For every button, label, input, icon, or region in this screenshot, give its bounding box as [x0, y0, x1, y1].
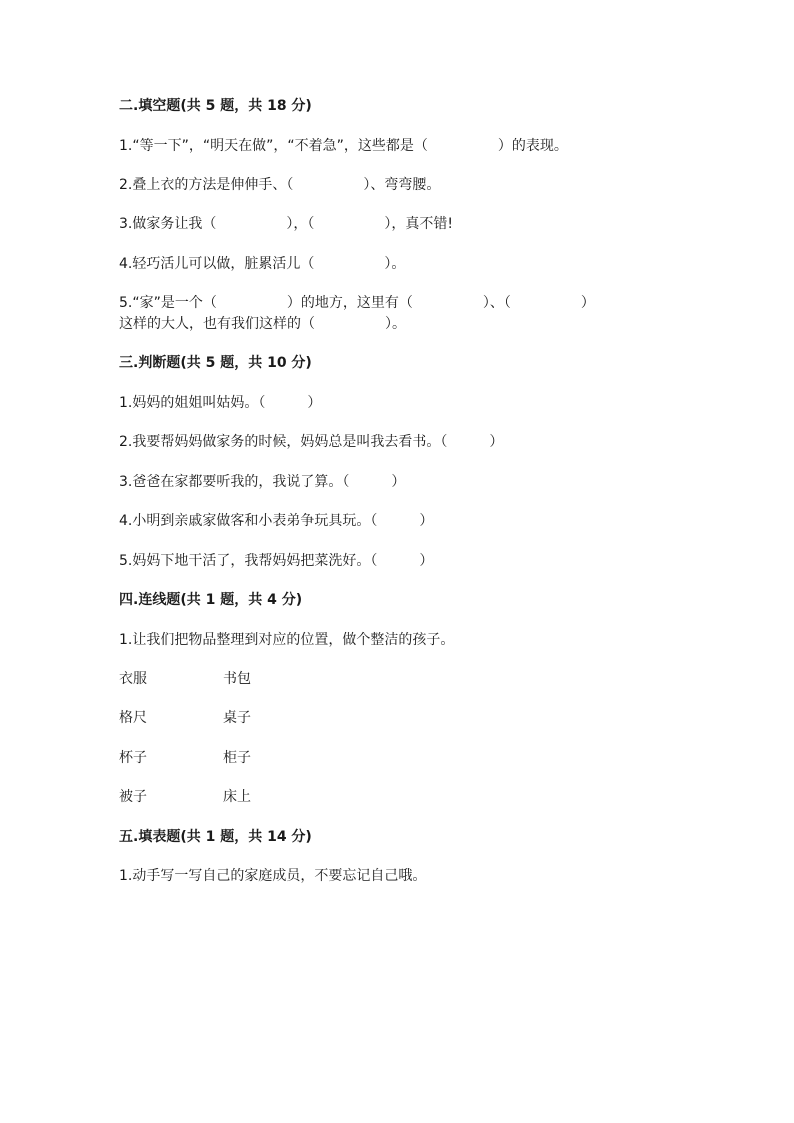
matching-left-item: 格尺 [119, 710, 147, 726]
matching-right-item: 桌子 [223, 710, 251, 726]
fill-blank-question-4: 4.轻巧活儿可以做，脏累活儿（ ）。 [119, 256, 406, 272]
fill-blank-question-1: 1.“等一下”，“明天在做”，“不着急”，这些都是（ ）的表现。 [119, 138, 568, 154]
true-false-question-5: 5.妈妈下地干活了，我帮妈妈把菜洗好。（ ） [119, 553, 434, 569]
true-false-question-4: 4.小明到亲戚家做客和小表弟争玩具玩。（ ） [119, 513, 434, 529]
section-heading-true-false: 三.判断题(共 5 题，共 10 分) [119, 355, 312, 371]
matching-right-item: 床上 [223, 789, 251, 805]
matching-right-item: 书包 [223, 671, 251, 687]
fill-blank-question-3: 3.做家务让我（ ），（ ），真不错! [119, 216, 453, 232]
table-fill-question-1: 1.动手写一写自己的家庭成员，不要忘记自己哦。 [119, 868, 427, 884]
fill-blank-question-5-line-1: 5.“家”是一个（ ）的地方，这里有（ ）、（ ） [119, 295, 595, 311]
true-false-question-3: 3.爸爸在家都要听我的，我说了算。（ ） [119, 474, 406, 490]
matching-question-1: 1.让我们把物品整理到对应的位置，做个整洁的孩子。 [119, 632, 455, 648]
fill-blank-question-5-line-2: 这样的大人，也有我们这样的（ ）。 [119, 316, 406, 332]
fill-blank-question-2: 2.叠上衣的方法是伸伸手、（ ）、弯弯腰。 [119, 177, 441, 193]
true-false-question-2: 2.我要帮妈妈做家务的时候，妈妈总是叫我去看书。（ ） [119, 434, 504, 450]
matching-left-item: 杯子 [119, 750, 147, 766]
matching-right-item: 柜子 [223, 750, 251, 766]
section-heading-fill-blank: 二.填空题(共 5 题，共 18 分) [119, 98, 312, 114]
matching-left-item: 衣服 [119, 671, 147, 687]
section-heading-matching: 四.连线题(共 1 题，共 4 分) [119, 592, 303, 608]
section-heading-table-fill: 五.填表题(共 1 题，共 14 分) [119, 829, 312, 845]
matching-left-item: 被子 [119, 789, 147, 805]
true-false-question-1: 1.妈妈的姐姐叫姑妈。（ ） [119, 395, 322, 411]
